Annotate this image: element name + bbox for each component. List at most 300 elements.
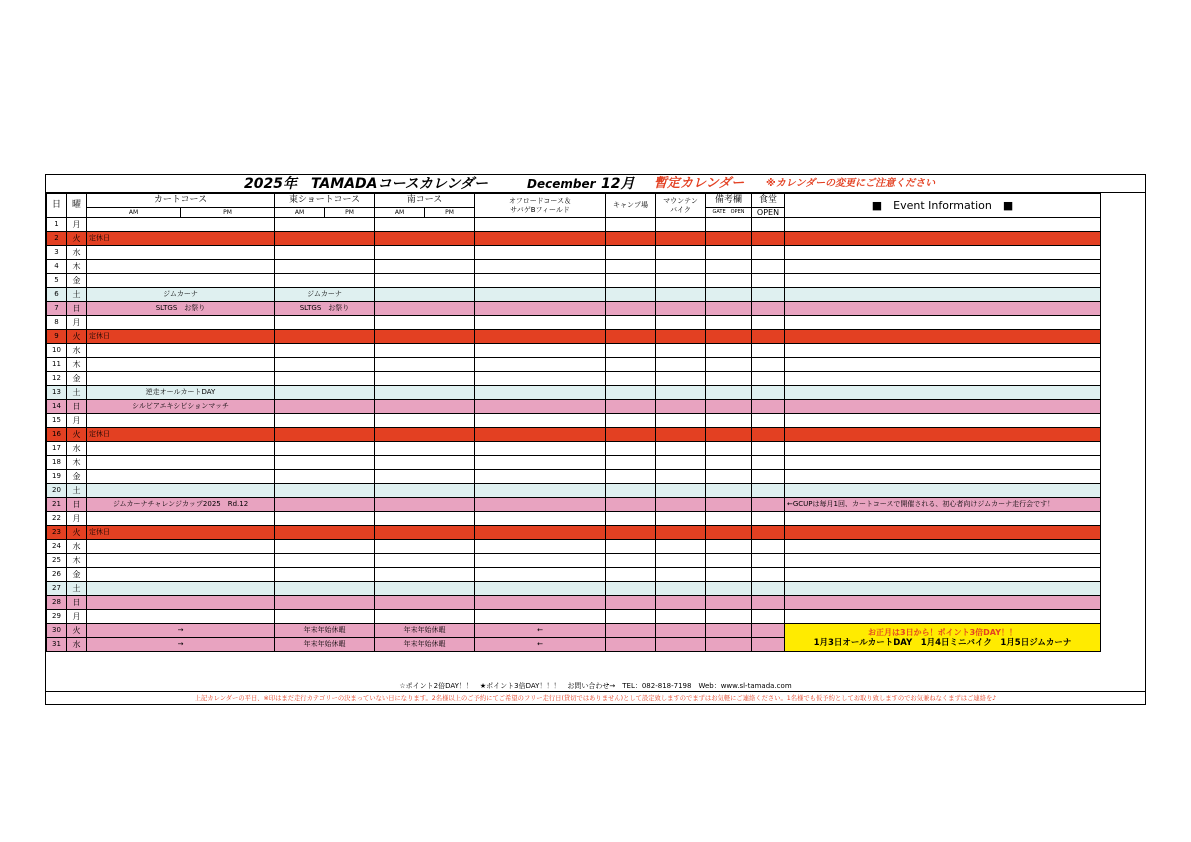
event-info-cell <box>785 610 1101 624</box>
kart-course-cell <box>87 568 275 582</box>
kart-course-cell <box>87 344 275 358</box>
kart-course-cell: 逆走オールカートDAY <box>87 386 275 400</box>
east-course-cell <box>275 400 375 414</box>
calendar-title: 2025年 TAMADAコースカレンダー <box>244 176 488 192</box>
east-course-cell <box>275 330 375 344</box>
weekday: 日 <box>67 498 87 512</box>
weekday: 火 <box>67 428 87 442</box>
header-remarks: 備考欄 <box>706 194 752 208</box>
kart-course-cell <box>87 442 275 456</box>
east-course-cell <box>275 484 375 498</box>
weekday: 火 <box>67 526 87 540</box>
event-info-cell <box>785 568 1101 582</box>
south-course-cell <box>375 260 475 274</box>
mtb-cell <box>656 302 706 316</box>
remarks-cell <box>706 232 752 246</box>
new-year-event <box>785 624 1101 652</box>
weekday: 木 <box>67 554 87 568</box>
kart-course-cell <box>87 610 275 624</box>
mtb-cell <box>656 274 706 288</box>
east-course-cell <box>275 372 375 386</box>
mtb-cell <box>656 470 706 484</box>
cafeteria-cell <box>752 400 785 414</box>
camp-cell <box>606 218 656 232</box>
cafeteria-cell <box>752 372 785 386</box>
kart-course-cell <box>87 358 275 372</box>
event-info-cell <box>785 596 1101 610</box>
day-number: 8 <box>47 316 67 330</box>
kart-course-cell: SLTGS お祭り <box>87 302 275 316</box>
south-course-cell <box>375 386 475 400</box>
event-info-cell <box>785 540 1101 554</box>
south-course-cell <box>375 526 475 540</box>
calendar-table <box>46 193 1101 652</box>
new-year-line1: お正月は3日から！ポイント3倍DAY！！ <box>868 627 1017 637</box>
offroad-cell <box>475 610 606 624</box>
day-number: 1 <box>47 218 67 232</box>
header-day: 日 <box>47 194 67 218</box>
camp-cell <box>606 638 656 652</box>
kart-course-cell <box>87 316 275 330</box>
day-row-8 <box>47 316 1101 330</box>
east-course-cell <box>275 470 375 484</box>
camp-cell <box>606 288 656 302</box>
mtb-cell <box>656 568 706 582</box>
south-course-cell <box>375 288 475 302</box>
offroad-cell <box>475 288 606 302</box>
weekday: 月 <box>67 316 87 330</box>
day-number: 6 <box>47 288 67 302</box>
weekday: 水 <box>67 540 87 554</box>
day-row-25 <box>47 554 1101 568</box>
weekday: 日 <box>67 302 87 316</box>
day-row-15 <box>47 414 1101 428</box>
kart-course-cell <box>87 456 275 470</box>
provisional-label: 暫定カレンダー <box>654 176 745 191</box>
mtb-cell <box>656 330 706 344</box>
event-info-cell <box>785 386 1101 400</box>
mtb-cell <box>656 260 706 274</box>
weekday: 木 <box>67 260 87 274</box>
kart-course-cell <box>87 260 275 274</box>
east-course-cell <box>275 540 375 554</box>
remarks-cell <box>706 428 752 442</box>
offroad-cell <box>475 526 606 540</box>
east-course-cell <box>275 610 375 624</box>
day-number: 10 <box>47 344 67 358</box>
south-course-cell <box>375 330 475 344</box>
remarks-cell <box>706 442 752 456</box>
day-row-27 <box>47 582 1101 596</box>
weekday: 月 <box>67 414 87 428</box>
kart-course-cell: 定休日 <box>87 526 275 540</box>
mtb-cell <box>656 428 706 442</box>
offroad-cell <box>475 498 606 512</box>
day-row-16 <box>47 428 1101 442</box>
kart-course-cell <box>87 372 275 386</box>
cafeteria-cell <box>752 246 785 260</box>
cafeteria-open: OPEN <box>752 208 785 218</box>
event-info-cell <box>785 274 1101 288</box>
day-number: 26 <box>47 568 67 582</box>
kart-course-cell: 定休日 <box>87 330 275 344</box>
east-course-cell <box>275 512 375 526</box>
offroad-cell <box>475 568 606 582</box>
mtb-cell <box>656 456 706 470</box>
south-course-cell <box>375 470 475 484</box>
footer-notice: 上記カレンダーの平日、※印はまだ走行カテゴリーの決まっていない日になります。2名様以上のご予約にてご希望のフリー走行日(貸切ではありません)として設定致しますのでまずはお気軽にご連絡ください。1名様でも仮予約としてお取り致しますのでお気兼ねなくまずはご連絡を♪ <box>194 695 997 702</box>
mtb-cell <box>656 358 706 372</box>
day-row-2 <box>47 232 1101 246</box>
east-am: AM <box>275 208 325 218</box>
event-info-cell <box>785 554 1101 568</box>
remarks-cell <box>706 456 752 470</box>
event-info-cell <box>785 526 1101 540</box>
camp-cell <box>606 414 656 428</box>
day-number: 7 <box>47 302 67 316</box>
camp-cell <box>606 358 656 372</box>
east-course-cell: 年末年始休暇 <box>275 638 375 652</box>
event-info-cell <box>785 218 1101 232</box>
east-course-cell <box>275 554 375 568</box>
remarks-cell <box>706 260 752 274</box>
day-row-7 <box>47 302 1101 316</box>
kart-course-cell <box>87 582 275 596</box>
cafeteria-cell <box>752 358 785 372</box>
header-offroad: オフロードコース＆ サバゲBフィールド <box>475 194 606 218</box>
mtb-cell <box>656 624 706 638</box>
remarks-cell <box>706 274 752 288</box>
day-row-11 <box>47 358 1101 372</box>
kart-course-cell <box>87 470 275 484</box>
day-row-30 <box>47 624 1101 638</box>
offroad-cell <box>475 386 606 400</box>
header-south-course: 南コース <box>375 194 475 208</box>
east-course-cell <box>275 218 375 232</box>
east-course-cell <box>275 246 375 260</box>
event-info-cell <box>785 344 1101 358</box>
mtb-cell <box>656 512 706 526</box>
offroad-cell <box>475 484 606 498</box>
east-course-cell <box>275 316 375 330</box>
cafeteria-cell <box>752 470 785 484</box>
weekday: 金 <box>67 274 87 288</box>
footer-points-contact: ☆ポイント2倍DAY！！ ★ポイント3倍DAY！！！ お問い合わせ→ TEL：082-818-7198 Web：www.sl-tamada.com <box>46 680 1145 692</box>
weekday: 日 <box>67 596 87 610</box>
east-course-cell <box>275 414 375 428</box>
mtb-cell <box>656 316 706 330</box>
remarks-cell <box>706 610 752 624</box>
weekday: 土 <box>67 484 87 498</box>
change-notice: ※カレンダーの変更にご注意ください <box>766 178 936 189</box>
south-course-cell <box>375 344 475 358</box>
remarks-cell <box>706 372 752 386</box>
camp-cell <box>606 428 656 442</box>
south-course-cell <box>375 596 475 610</box>
camp-cell <box>606 512 656 526</box>
south-course-cell <box>375 414 475 428</box>
mtb-cell <box>656 372 706 386</box>
east-course-cell: ジムカーナ <box>275 288 375 302</box>
cafeteria-cell <box>752 302 785 316</box>
cafeteria-cell <box>752 386 785 400</box>
camp-cell <box>606 596 656 610</box>
cafeteria-cell <box>752 498 785 512</box>
camp-cell <box>606 526 656 540</box>
kart-course-cell <box>87 554 275 568</box>
event-info-cell <box>785 358 1101 372</box>
day-number: 9 <box>47 330 67 344</box>
camp-cell <box>606 484 656 498</box>
mtb-cell <box>656 610 706 624</box>
day-row-23 <box>47 526 1101 540</box>
weekday: 月 <box>67 218 87 232</box>
day-row-14 <box>47 400 1101 414</box>
remarks-cell <box>706 554 752 568</box>
weekday: 火 <box>67 232 87 246</box>
weekday: 水 <box>67 344 87 358</box>
south-course-cell <box>375 232 475 246</box>
south-course-cell <box>375 568 475 582</box>
cafeteria-cell <box>752 624 785 638</box>
camp-cell <box>606 582 656 596</box>
offroad-cell <box>475 442 606 456</box>
weekday: 水 <box>67 442 87 456</box>
day-number: 27 <box>47 582 67 596</box>
day-row-29 <box>47 610 1101 624</box>
day-row-20 <box>47 484 1101 498</box>
weekday: 金 <box>67 470 87 484</box>
header-camp: キャンプ場 <box>606 194 656 218</box>
header-event-info: ■ Event Information ■ <box>785 194 1101 218</box>
cafeteria-cell <box>752 610 785 624</box>
camp-cell <box>606 400 656 414</box>
camp-cell <box>606 386 656 400</box>
mtb-cell <box>656 498 706 512</box>
cafeteria-cell <box>752 330 785 344</box>
remarks-cell <box>706 302 752 316</box>
weekday: 土 <box>67 386 87 400</box>
mtb-cell <box>656 582 706 596</box>
cafeteria-cell <box>752 344 785 358</box>
weekday: 金 <box>67 372 87 386</box>
remarks-cell <box>706 582 752 596</box>
remarks-cell <box>706 316 752 330</box>
kart-course-cell: ジムカーナチャレンジカップ2025 Rd.12 <box>87 498 275 512</box>
weekday: 水 <box>67 246 87 260</box>
day-row-18 <box>47 456 1101 470</box>
camp-cell <box>606 540 656 554</box>
south-course-cell <box>375 358 475 372</box>
event-info-cell: ←GCUPは毎月1回、カートコースで開催される、初心者向けジムカーナ走行会です！ <box>785 498 1101 512</box>
cafeteria-cell <box>752 274 785 288</box>
event-info-cell <box>785 400 1101 414</box>
day-number: 21 <box>47 498 67 512</box>
mtb-cell <box>656 484 706 498</box>
south-course-cell: 年末年始休暇 <box>375 638 475 652</box>
remarks-cell <box>706 526 752 540</box>
cafeteria-cell <box>752 512 785 526</box>
offroad-cell <box>475 596 606 610</box>
remarks-cell <box>706 358 752 372</box>
offroad-cell <box>475 218 606 232</box>
south-course-cell <box>375 540 475 554</box>
mtb-cell <box>656 386 706 400</box>
camp-cell <box>606 330 656 344</box>
cafeteria-cell <box>752 316 785 330</box>
remarks-cell <box>706 386 752 400</box>
day-number: 12 <box>47 372 67 386</box>
header-east-short-course: 東ショートコース <box>275 194 375 208</box>
gate-open: GATE OPEN <box>706 208 752 218</box>
kart-course-cell <box>87 218 275 232</box>
event-info-cell <box>785 484 1101 498</box>
kart-course-cell <box>87 512 275 526</box>
east-course-cell <box>275 442 375 456</box>
cafeteria-cell <box>752 540 785 554</box>
remarks-cell <box>706 624 752 638</box>
cafeteria-cell <box>752 218 785 232</box>
mtb-cell <box>656 344 706 358</box>
camp-cell <box>606 232 656 246</box>
day-row-13 <box>47 386 1101 400</box>
weekday: 土 <box>67 288 87 302</box>
cafeteria-cell <box>752 596 785 610</box>
day-number: 4 <box>47 260 67 274</box>
day-number: 19 <box>47 470 67 484</box>
day-number: 11 <box>47 358 67 372</box>
east-pm: PM <box>325 208 375 218</box>
day-number: 2 <box>47 232 67 246</box>
remarks-cell <box>706 484 752 498</box>
east-course-cell <box>275 232 375 246</box>
day-number: 30 <box>47 624 67 638</box>
event-info-cell <box>785 288 1101 302</box>
day-number: 31 <box>47 638 67 652</box>
kart-course-cell <box>87 540 275 554</box>
south-course-cell <box>375 554 475 568</box>
offroad-cell <box>475 260 606 274</box>
weekday: 金 <box>67 568 87 582</box>
day-row-9 <box>47 330 1101 344</box>
south-course-cell <box>375 274 475 288</box>
day-number: 14 <box>47 400 67 414</box>
event-info-cell <box>785 372 1101 386</box>
weekday: 木 <box>67 456 87 470</box>
offroad-cell <box>475 330 606 344</box>
kart-course-cell <box>87 246 275 260</box>
east-course-cell <box>275 260 375 274</box>
east-course-cell <box>275 358 375 372</box>
kart-course-cell <box>87 274 275 288</box>
event-info-cell <box>785 246 1101 260</box>
offroad-cell <box>475 456 606 470</box>
mtb-cell <box>656 400 706 414</box>
day-number: 17 <box>47 442 67 456</box>
weekday: 火 <box>67 330 87 344</box>
remarks-cell <box>706 330 752 344</box>
remarks-cell <box>706 470 752 484</box>
month-japanese: 12月 <box>601 176 635 192</box>
event-info-cell <box>785 414 1101 428</box>
camp-cell <box>606 470 656 484</box>
cafeteria-cell <box>752 260 785 274</box>
camp-cell <box>606 344 656 358</box>
mtb-cell <box>656 540 706 554</box>
south-course-cell <box>375 442 475 456</box>
day-number: 18 <box>47 456 67 470</box>
remarks-cell <box>706 414 752 428</box>
kart-course-cell <box>87 484 275 498</box>
south-course-cell <box>375 302 475 316</box>
offroad-cell <box>475 414 606 428</box>
kart-course-cell <box>87 596 275 610</box>
kart-course-cell: 定休日 <box>87 232 275 246</box>
south-course-cell <box>375 582 475 596</box>
remarks-cell <box>706 498 752 512</box>
cafeteria-cell <box>752 638 785 652</box>
day-number: 5 <box>47 274 67 288</box>
mtb-cell <box>656 638 706 652</box>
event-info-cell <box>785 316 1101 330</box>
cafeteria-cell <box>752 288 785 302</box>
mtb-cell <box>656 246 706 260</box>
offroad-cell <box>475 470 606 484</box>
offroad-cell: ← <box>475 638 606 652</box>
day-row-17 <box>47 442 1101 456</box>
east-course-cell <box>275 582 375 596</box>
day-number: 20 <box>47 484 67 498</box>
kart-pm: PM <box>181 208 275 218</box>
offroad-cell <box>475 372 606 386</box>
mtb-cell <box>656 596 706 610</box>
south-course-cell <box>375 498 475 512</box>
camp-cell <box>606 456 656 470</box>
offroad-cell <box>475 232 606 246</box>
day-number: 23 <box>47 526 67 540</box>
offroad-cell <box>475 302 606 316</box>
day-number: 24 <box>47 540 67 554</box>
day-number: 29 <box>47 610 67 624</box>
day-row-10 <box>47 344 1101 358</box>
camp-cell <box>606 302 656 316</box>
south-course-cell <box>375 400 475 414</box>
kart-course-cell: 定休日 <box>87 428 275 442</box>
remarks-cell <box>706 596 752 610</box>
offroad-cell <box>475 582 606 596</box>
day-number: 3 <box>47 246 67 260</box>
camp-cell <box>606 610 656 624</box>
east-course-cell <box>275 526 375 540</box>
cafeteria-cell <box>752 232 785 246</box>
calendar-sheet <box>45 174 1146 705</box>
kart-course-cell: シルビアエキシビションマッチ <box>87 400 275 414</box>
day-number: 13 <box>47 386 67 400</box>
cafeteria-cell <box>752 428 785 442</box>
weekday: 月 <box>67 512 87 526</box>
east-course-cell: 年末年始休暇 <box>275 624 375 638</box>
weekday: 水 <box>67 638 87 652</box>
mtb-cell <box>656 442 706 456</box>
cafeteria-cell <box>752 484 785 498</box>
south-course-cell <box>375 610 475 624</box>
cafeteria-cell <box>752 526 785 540</box>
remarks-cell <box>706 246 752 260</box>
cafeteria-cell <box>752 582 785 596</box>
day-row-19 <box>47 470 1101 484</box>
east-course-cell <box>275 596 375 610</box>
camp-cell <box>606 442 656 456</box>
